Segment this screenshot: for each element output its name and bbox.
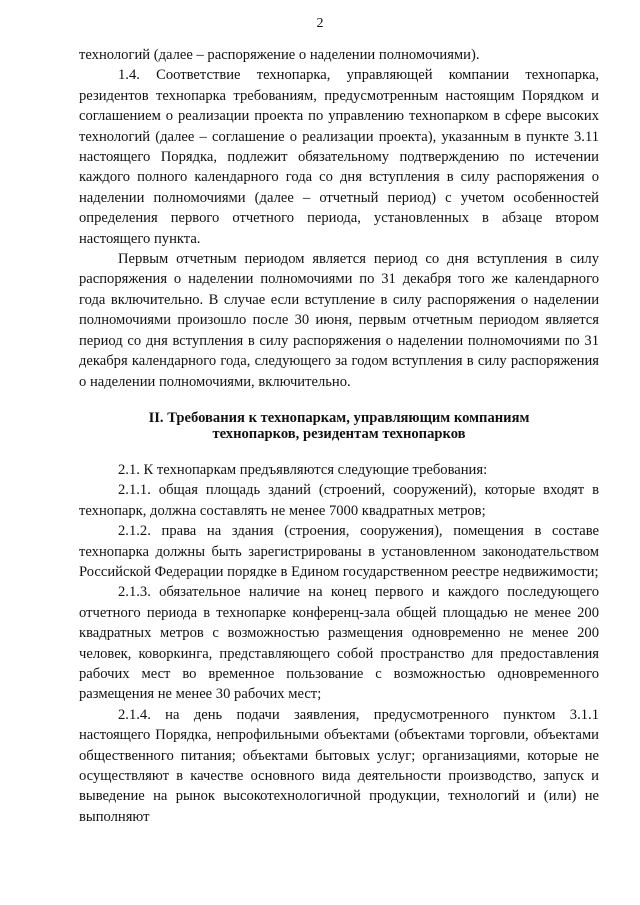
section-heading-line-1: II. Требования к технопаркам, управляющим компаниям (148, 409, 530, 426)
paragraph-1-4: 1.4. Соответствие технопарка, управляющей компании технопарка, резидентов технопарка требованиям, предусмотренным настоящим Порядком и соглашением о реализации проекта по управлению технопарком в сфере высоких технологий (далее – соглашение о реализации проекта), указанным в пункте 3.11 настоящего Порядка, подлежит обязательному подтверждению по истечении каждого полного календарного года со дня вступления в силу распоряжения о наделении полномочиями (далее – отчетный период) с учетом особенностей определения первого отчетного периода, установленных в абзаце втором настоящего пункта. (79, 67, 599, 247)
paragraph-2-1: 2.1. К технопаркам предъявляются следующие требования: (118, 461, 488, 478)
page-number: 2 (316, 16, 324, 31)
paragraph-continuation: технологий (далее – распоряжение о наделении полномочиями). (79, 47, 480, 63)
section-heading-line-2: технопарков, резидентам технопарков (212, 425, 466, 442)
paragraph-first-reporting-period: Первым отчетным периодом является период со дня вступления в силу распоряжения о наделении полномочиями по 31 декабря того же календарного года включительно. В случае если вступление в силу распоряжения о наделении полномочиями произошло после 30 июня, первым отчетным периодом является период со дня вступления в силу распоряжения о наделении полномочиями по 31 декабря календарного года, следующего за годом вступления в силу распоряжения о наделении полномочиями, включительно. (79, 251, 599, 390)
paragraph-2-1-2: 2.1.2. права на здания (строения, сооружения), помещения в составе технопарка должны быть зарегистрированы в установленном законодательством Российской Федерации порядке в Едином государственном реестре недвижимости; (79, 523, 599, 580)
paragraph-2-1-4: 2.1.4. на день подачи заявления, предусмотренного пунктом 3.1.1 настоящего Порядка, непрофильными объектами (объектами торговли, объектами общественного питания; объектами бытовых услуг; организациями, которые не осуществляют в качестве основного вида деятельности производство, запуск и выведение на рынок высокотехнологичной продукции, технологий и (или) не выполняют (79, 706, 599, 825)
paragraph-2-1-1: 2.1.1. общая площадь зданий (строений, сооружений), которые входят в технопарк, должна составлять не менее 7000 квадратных метров; (79, 482, 599, 519)
paragraph-2-1-3: 2.1.3. обязательное наличие на конец первого и каждого последующего отчетного периода в технопарке конференц-зала общей площадью не менее 200 квадратных метров с возможностью размещения одновременно не менее 200 человек, коворкинга, представляющего собой пространство для предоставления рабочих мест во временное пользование с возможностью одновременного размещения не менее 30 рабочих мест; (79, 584, 599, 703)
document-body (79, 45, 599, 827)
section-heading (79, 410, 599, 442)
